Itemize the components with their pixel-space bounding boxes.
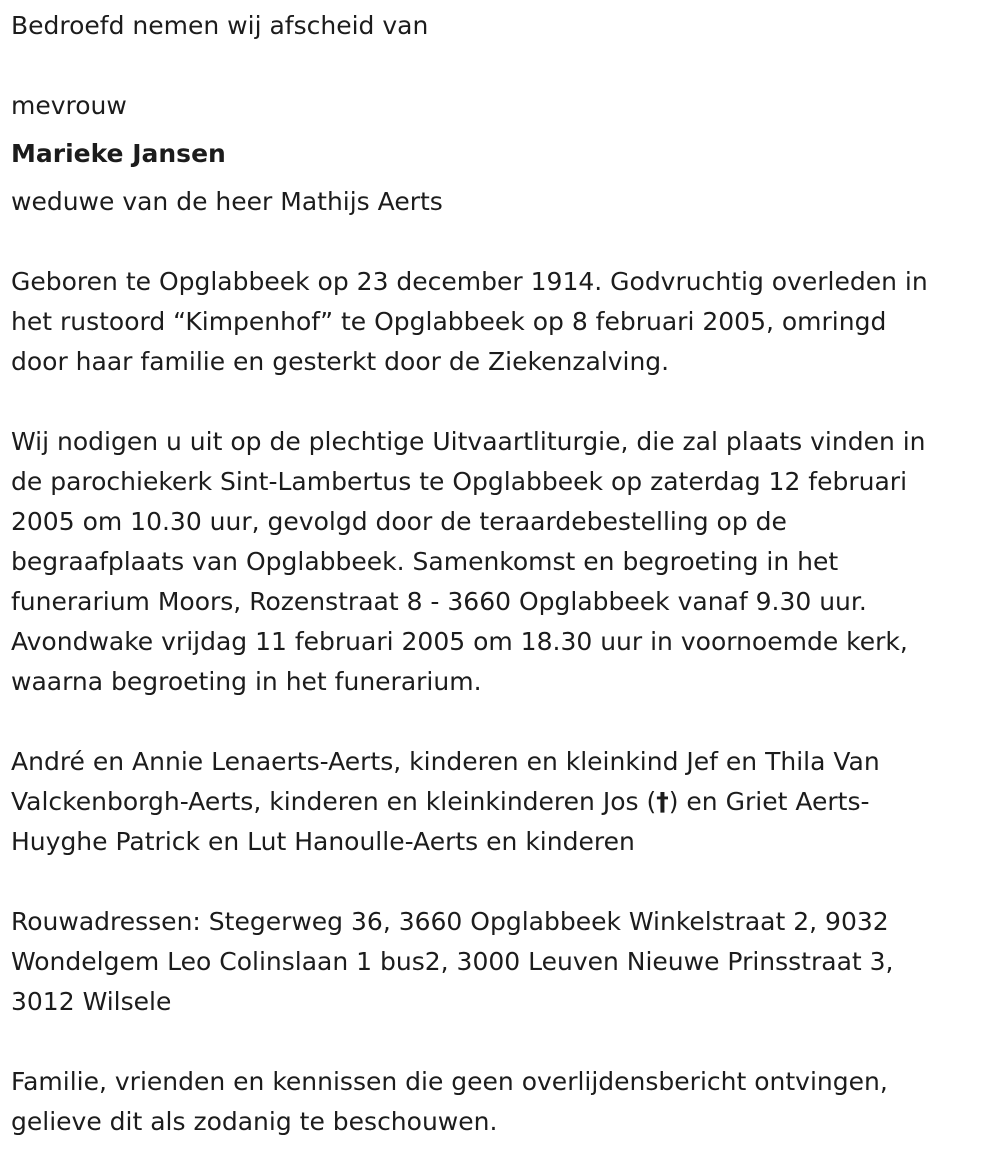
paragraph-line: door haar familie en gesterkt door de Ziekenzalving. xyxy=(11,347,670,376)
paragraph-line: 3012 Wilsele xyxy=(11,987,172,1016)
salutation: mevrouw xyxy=(11,91,127,120)
paragraph-line: het rustoord “Kimpenhof” te Opglabbeek op 8 februari 2005, omringd xyxy=(11,307,887,336)
spacer xyxy=(11,1022,990,1062)
spacer xyxy=(11,702,990,742)
paragraph-line: funerarium Moors, Rozenstraat 8 - 3660 Opglabbeek vanaf 9.30 uur. xyxy=(11,587,867,616)
paragraph-line: Familie, vrienden en kennissen die geen overlijdensbericht ontvingen, xyxy=(11,1067,888,1096)
intro-text: Bedroefd nemen wij afscheid van xyxy=(11,11,429,40)
paragraph-line: 2005 om 10.30 uur, gevolgd door de teraardebestelling op de xyxy=(11,507,787,536)
paragraph-line: gelieve dit als zodanig te beschouwen. xyxy=(11,1107,498,1136)
paragraph-line: Geboren te Opglabbeek op 23 december 1914. Godvruchtig overleden in xyxy=(11,267,928,296)
paragraph-line: Avondwake vrijdag 11 februari 2005 om 18.30 uur in voornoemde kerk, xyxy=(11,627,908,656)
spacer xyxy=(11,382,990,422)
paragraph-line: begraafplaats van Opglabbeek. Samenkomst en begroeting in het xyxy=(11,547,839,576)
family-paragraph xyxy=(11,742,990,862)
funeral-paragraph xyxy=(11,422,990,702)
paragraph-line: waarna begroeting in het funerarium. xyxy=(11,667,482,696)
family-text: Valckenborgh-Aerts, kinderen en kleinkinderen Jos ( xyxy=(11,787,657,816)
closing-paragraph xyxy=(11,1062,990,1142)
addresses-paragraph xyxy=(11,902,990,1022)
widow-of-text: weduwe van de heer Mathijs Aerts xyxy=(11,187,443,216)
spacer xyxy=(11,862,990,902)
paragraph-line xyxy=(11,782,990,822)
paragraph-line: Huyghe Patrick en Lut Hanoulle-Aerts en kinderen xyxy=(11,827,635,856)
paragraph-line: Wondelgem Leo Colinslaan 1 bus2, 3000 Leuven Nieuwe Prinsstraat 3, xyxy=(11,947,894,976)
spacer xyxy=(11,46,990,86)
birth-death-paragraph xyxy=(11,262,990,382)
paragraph-line: de parochiekerk Sint-Lambertus te Opglabbeek op zaterdag 12 februari xyxy=(11,467,908,496)
cross-icon: † xyxy=(656,787,669,816)
paragraph-line: Wij nodigen u uit op de plechtige Uitvaartliturgie, die zal plaats vinden in xyxy=(11,427,926,456)
deceased-name: Marieke Jansen xyxy=(11,139,226,168)
family-text: ) en Griet Aerts- xyxy=(668,787,870,816)
paragraph-line: André en Annie Lenaerts-Aerts, kinderen en kleinkind Jef en Thila Van xyxy=(11,747,880,776)
spacer xyxy=(11,222,990,262)
paragraph-line: Rouwadressen: Stegerweg 36, 3660 Opglabbeek Winkelstraat 2, 9032 xyxy=(11,907,889,936)
